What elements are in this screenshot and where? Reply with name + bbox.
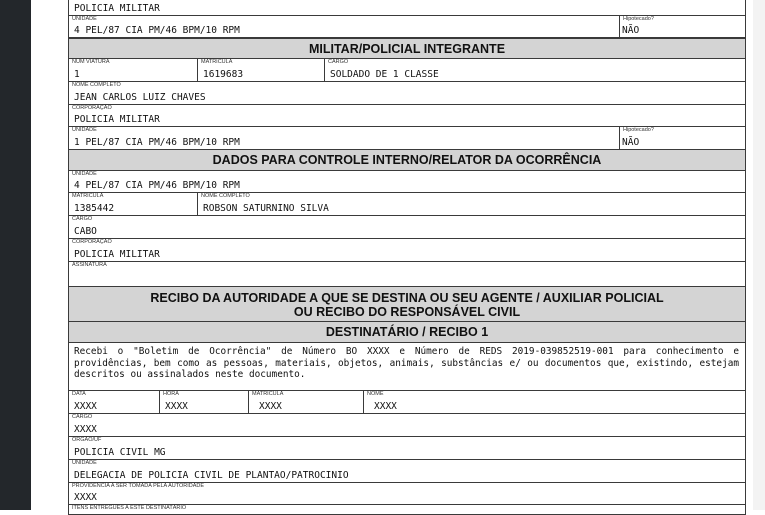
corporacao-label-controle: CORPORAÇÃO xyxy=(72,239,112,245)
cargo-value-controle: CABO xyxy=(74,226,97,237)
unidade-value-top: 4 PEL/87 CIA PM/46 BPM/10 RPM xyxy=(74,25,240,36)
corporacao-row-militar xyxy=(68,105,746,127)
hipotecado-label-top: Hipotecado? xyxy=(623,16,654,22)
nome-value-recibo: XXXX xyxy=(374,401,397,412)
matricula-label-recibo: MATRICULA xyxy=(252,391,284,397)
cargo-row-controle xyxy=(68,216,746,239)
unidade-label-top: UNIDADE xyxy=(72,16,97,22)
orgao-row xyxy=(68,437,746,460)
nome-row-militar xyxy=(68,82,746,105)
cargo-row-recibo xyxy=(68,414,746,437)
unidade-cell-militar xyxy=(69,127,619,149)
orgao-value: POLICIA CIVIL MG xyxy=(74,447,166,458)
cargo-value-recibo: XXXX xyxy=(74,424,97,435)
nome-label-controle: NOME COMPLETO xyxy=(201,193,250,199)
controle-section-header xyxy=(68,150,746,171)
providencia-label: PROVIDÊNCIA A SER TOMADA PELA AUTORIDADE xyxy=(72,483,205,489)
unidade-row-top xyxy=(68,16,746,38)
hipotecado-value-top: NÃO xyxy=(622,25,640,36)
matricula-value-militar: 1619683 xyxy=(203,69,244,80)
providencia-value: XXXX xyxy=(74,492,97,503)
matricula-cell-recibo xyxy=(248,391,363,413)
hipotecado-label-militar: Hipotecado? xyxy=(623,127,654,133)
data-label: DATA xyxy=(72,391,86,397)
destinatario-title: DESTINATÁRIO / RECIBO 1 xyxy=(325,325,489,339)
matricula-value-controle: 1385442 xyxy=(74,203,115,214)
recibo-title-line1: RECIBO DA AUTORIDADE A QUE SE DESTINA OU SEU AGENTE / AUXILIAR POLICIAL xyxy=(150,291,664,305)
militar-section-header xyxy=(68,38,746,59)
recibo-title-line2: OU RECIBO DO RESPONSÁVEL CIVIL xyxy=(293,305,521,319)
cargo-cell-militar xyxy=(324,59,747,81)
num-viatura-label: NUM VIATURA xyxy=(72,59,110,65)
controle-section-title: DADOS PARA CONTROLE INTERNO/RELATOR DA OCORRÊNCIA xyxy=(212,153,602,167)
left-scroll-edge xyxy=(0,0,31,510)
matricula-cell-controle xyxy=(69,193,197,215)
matricula-label-militar: MATRICULA xyxy=(201,59,233,65)
unidade-row-militar xyxy=(68,127,746,150)
unidade-label-militar: UNIDADE xyxy=(72,127,97,133)
nome-cell-controle xyxy=(197,193,747,215)
orgao-label: ÓRGÃO/UF xyxy=(72,437,102,443)
num-viatura-cell xyxy=(69,59,197,81)
corporacao-row-controle xyxy=(68,239,746,262)
hora-value: XXXX xyxy=(165,401,188,412)
hipotecado-value-militar: NÃO xyxy=(622,137,640,148)
assinatura-row xyxy=(68,262,746,287)
nome-label-recibo: NOME xyxy=(367,391,384,397)
corporacao-label-militar: CORPORAÇÃO xyxy=(72,105,112,111)
destinatario-header xyxy=(68,322,746,343)
unidade-row-controle xyxy=(68,171,746,193)
hipotecado-cell-top xyxy=(619,16,747,37)
data-value: XXXX xyxy=(74,401,97,412)
matricula-nome-row-controle xyxy=(68,193,746,216)
assinatura-label: ASSINATURA xyxy=(72,262,107,268)
recibo-section-header xyxy=(68,287,746,322)
hora-cell xyxy=(159,391,248,413)
receipt-text-row xyxy=(68,343,746,391)
nome-value-militar: JEAN CARLOS LUIZ CHAVES xyxy=(74,92,206,103)
viatura-row xyxy=(68,59,746,82)
itens-label: ITENS ENTREGUES A ESTE DESTINATÁRIO xyxy=(72,505,187,511)
receipt-text: Recebi o "Boletim de Ocorrência" de Número BO XXXX e Número de REDS 2019-039852519-001 para conhecimento e providências, bem como as pessoas, materiais, objetos, animais, substâncias e/ ou documentos que, existindo, estejam descritos ou assinalados neste documento. xyxy=(74,346,739,380)
corporacao-value-militar: POLICIA MILITAR xyxy=(74,114,160,125)
data-hora-row xyxy=(68,391,746,414)
itens-row xyxy=(68,505,746,515)
unidade-value-recibo: DELEGACIA DE POLICIA CIVIL DE PLANTAO/PATROCINIO xyxy=(74,470,349,481)
unidade-cell-top xyxy=(69,16,619,37)
corporacao-row-top xyxy=(68,0,746,16)
unidade-value-militar: 1 PEL/87 CIA PM/46 BPM/10 RPM xyxy=(74,137,240,148)
unidade-label-recibo: UNIDADE xyxy=(72,460,97,466)
matricula-value-recibo: XXXX xyxy=(259,401,282,412)
nome-label-militar: NOME COMPLETO xyxy=(72,82,121,88)
cargo-label-recibo: CARGO xyxy=(72,414,93,420)
unidade-label-controle: UNIDADE xyxy=(72,171,97,177)
cargo-value-militar: SOLDADO DE 1 CLASSE xyxy=(330,69,439,80)
matricula-label-controle: MATRICULA xyxy=(72,193,104,199)
militar-section-title: MILITAR/POLICIAL INTEGRANTE xyxy=(308,42,506,56)
providencia-row xyxy=(68,483,746,505)
matricula-cell-militar xyxy=(197,59,324,81)
nome-cell-recibo xyxy=(363,391,747,413)
nome-value-controle: ROBSON SATURNINO SILVA xyxy=(203,203,329,214)
corporacao-value-controle: POLICIA MILITAR xyxy=(74,249,160,260)
hipotecado-cell-militar xyxy=(619,127,747,149)
unidade-value-controle: 4 PEL/87 CIA PM/46 BPM/10 RPM xyxy=(74,180,240,191)
data-cell xyxy=(69,391,159,413)
right-edge xyxy=(753,0,765,510)
hora-label: HORA xyxy=(163,391,179,397)
corporacao-value-top: POLICIA MILITAR xyxy=(74,3,160,14)
num-viatura-value: 1 xyxy=(74,69,80,80)
cargo-label-militar: CARGO xyxy=(328,59,349,65)
unidade-row-recibo xyxy=(68,460,746,483)
cargo-label-controle: CARGO xyxy=(72,216,93,222)
police-report-document xyxy=(68,0,748,510)
